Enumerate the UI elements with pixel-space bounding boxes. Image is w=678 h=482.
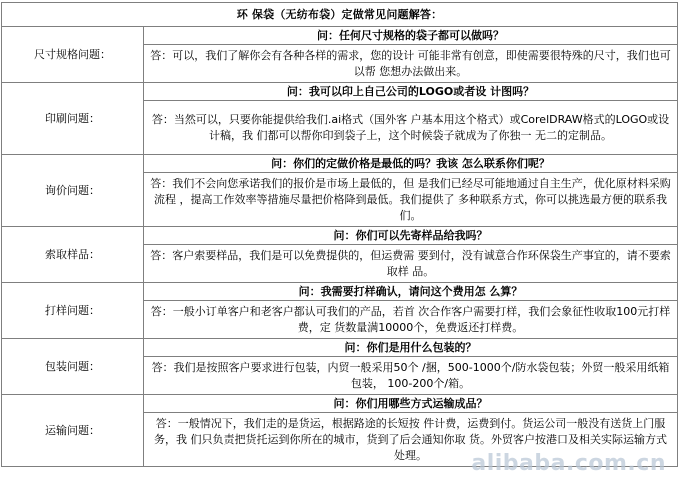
topic-printing: 印刷问题： (2, 83, 144, 155)
faq-table (1, 2, 678, 467)
question-packaging: 问：你们是用什么包装的？ (144, 339, 678, 357)
table-row (2, 283, 678, 301)
topic-packaging: 包装问题： (2, 339, 144, 395)
answer-samples: 答：客户索要样品，我们是可以免费提供的，但运费需 要到付，没有诚意合作环保袋生产事宜的，请不要索取样 品。 (144, 245, 678, 283)
page-title: 环 保袋（无纺布袋）定做常见问题解答： (2, 3, 678, 27)
table-row (2, 155, 678, 173)
table-row (2, 27, 678, 45)
question-proofing: 问：我需要打样确认，请问这个费用怎 么算？ (144, 283, 678, 301)
question-pricing: 问：你们的定做价格是最低的吗？我该 怎么联系你们呢？ (144, 155, 678, 173)
table-row (2, 83, 678, 101)
answer-shipping: 答：一般情况下，我们走的是货运，根据路途的长短按 件计费，运费到付。货运公司一般没有送货上门服务，我 们只负责把货托运到你所在的城市，货到了后会通知你取 货。外贸客户按港口及相关实际运输方式处理。 (144, 413, 678, 467)
table-row (2, 227, 678, 245)
question-samples: 问：你们可以先寄样品给我吗？ (144, 227, 678, 245)
topic-shipping: 运输问题： (2, 395, 144, 467)
answer-packaging: 答：我们是按照客户要求进行包装，内贸一般采用50个 /捆，500-1000个/防水袋包装；外贸一般采用纸箱包装， 100-200个/箱。 (144, 357, 678, 395)
title-row (2, 3, 678, 27)
answer-proofing: 答：一般小订单客户和老客户都认可我们的产品，若首 次合作客户需要打样，我们会象征性收取100元打样费，定 货数量满10000个，免费返还打样费。 (144, 301, 678, 339)
topic-proofing: 打样问题： (2, 283, 144, 339)
topic-pricing: 询价问题： (2, 155, 144, 227)
question-size: 问：任何尺寸规格的袋子都可以做吗？ (144, 27, 678, 45)
table-row (2, 395, 678, 413)
answer-pricing: 答：我们不会向您承诺我们的报价是市场上最低的，但 是我们已经尽可能地通过自主生产，优化原材料采购流程 ，提高工作效率等措施尽量把价格降到最低。我们提供了 多种联系方式，你可以挑选最方便的联系我们。 (144, 173, 678, 227)
question-shipping: 问：你们用哪些方式运输成品？ (144, 395, 678, 413)
question-printing: 问：我可以印上自己公司的LOGO或者设 计图吗？ (144, 83, 678, 101)
table-row (2, 339, 678, 357)
watermark: alibaba.com.cn (471, 451, 666, 476)
topic-size: 尺寸规格问题： (2, 27, 144, 83)
answer-size: 答：可以，我们了解你会有各种各样的需求，您的设计 可能非常有创意，即使需要很特殊的尺寸，我们也可以帮 您想办法做出来。 (144, 45, 678, 83)
topic-samples: 索取样品： (2, 227, 144, 283)
answer-printing: 答：当然可以，只要你能提供给我们.ai格式（国外客 户基本用这个格式）或CorelDRAW格式的LOGO或设计稿，我 们都可以帮你印到袋子上，这个时候袋子就成为了你独一 无二的定制品。 (144, 101, 678, 155)
faq-page (1, 2, 677, 467)
